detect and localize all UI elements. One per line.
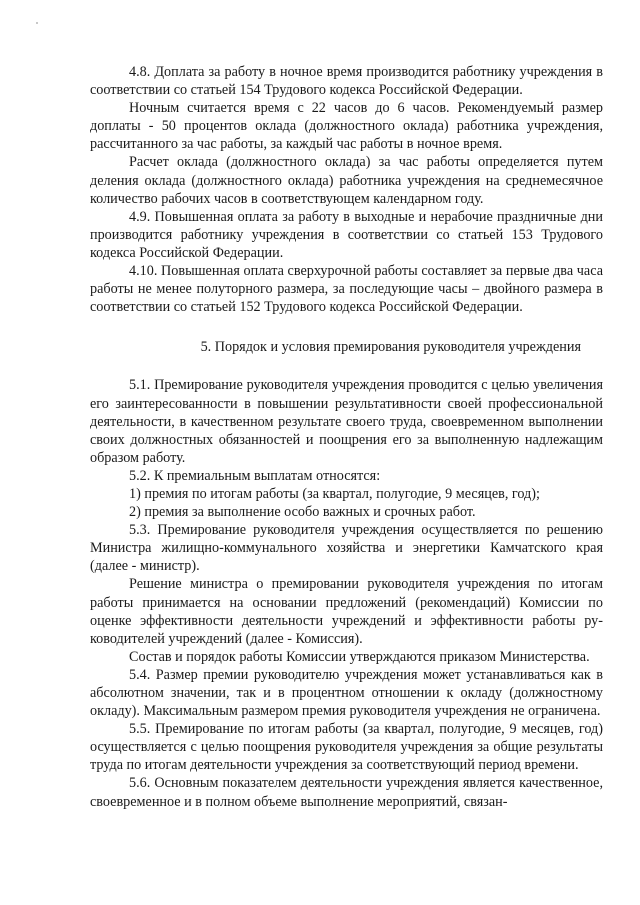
document-body: [90, 63, 603, 811]
paragraph-5-2: 5.2. К премиальным выплатам относятся:: [129, 467, 381, 484]
paragraph-commission: Состав и порядок работы Комиссии утверждаются приказом Министерства.: [129, 648, 590, 665]
paragraph-5-6: 5.6. Основным показателем деятельности учреждения является качественное, своевременное и в полном объеме выполнение мероприятий, связан-: [90, 775, 603, 810]
paragraph-night-time: Ночным считается время с 22 часов до 6 часов. Рекомендуемый размер доплаты - 50 процентов оклада (должностного оклада) работника учреждения, рассчитанного за час работы, за каждый час работы в ночное время.: [90, 100, 603, 153]
paragraph-5-1: 5.1. Премирование руководителя учреждения проводится с целью увеличения его заинтересованности в повышении результативности своей профессиональной деятельности, в качественном результате своего труда, своевременном выполнении своих должностных обязанностей и поощрения его за выполненную надлежащим образом работу.: [90, 377, 603, 466]
scan-speck: [36, 22, 38, 24]
paragraph-4-10: 4.10. Повышенная оплата сверхурочной работы составляет за первые два часа работы не менее полуторного размера, за последующие часы – двойного размера в соответствии со статьей 152 Трудового кодекса Российской Федерации.: [90, 263, 603, 316]
paragraph-4-9: 4.9. Повышенная оплата за работу в выходные и нерабочие праздничные дни производится работнику учреждения в соответствии со статьей 153 Трудового кодекса Российской Федерации.: [90, 208, 603, 261]
section-heading: 5. Порядок и условия премирования руководителя учреждения: [200, 339, 581, 356]
list-item-2: 2) премия за выполнение особо важных и срочных работ.: [129, 504, 476, 521]
paragraph-5-4: 5.4. Размер премии руководителю учреждения может устанавливаться как в абсолютном значении, так и в процентном отношении к окладу (должностному окладу). Максимальным размером премия руководителя учреждения не ограничена.: [90, 666, 603, 720]
paragraph-hourly-rate: Расчет оклада (должностного оклада) за час работы определяется путем деления оклада (должностного оклада) работника учреждения на среднемесячное количество рабочих часов в соответствующем календарном году.: [90, 154, 603, 207]
list-item-1: 1) премия по итогам работы (за квартал, полугодие, 9 месяцев, год);: [129, 485, 540, 502]
paragraph-4-8: 4.8. Доплата за работу в ночное время производится работнику учреждения в соответствии со статьей 154 Трудового кодекса Российской Федерации.: [90, 64, 603, 99]
paragraph-minister-decision: Решение министра о премировании руководителя учреждения по итогам работы принимается на основании предложений (рекомендаций) Комиссии по оценке эффективности деятельности учреждений и эффективности работы руководителей учреждений (далее - Комиссия).: [90, 576, 603, 647]
paragraph-5-3: 5.3. Премирование руководителя учреждения осуществляется по решению Министра жилищно-коммунального хозяйства и энергетики Камчатского края (далее - министр).: [90, 522, 603, 575]
paragraph-5-5: 5.5. Премирование по итогам работы (за квартал, полугодие, 9 месяцев, год) осуществляется с целью поощрения руководителя учреждения за общие результаты труда по итогам деятельности учреждения за соответствующий период времени.: [90, 721, 603, 774]
